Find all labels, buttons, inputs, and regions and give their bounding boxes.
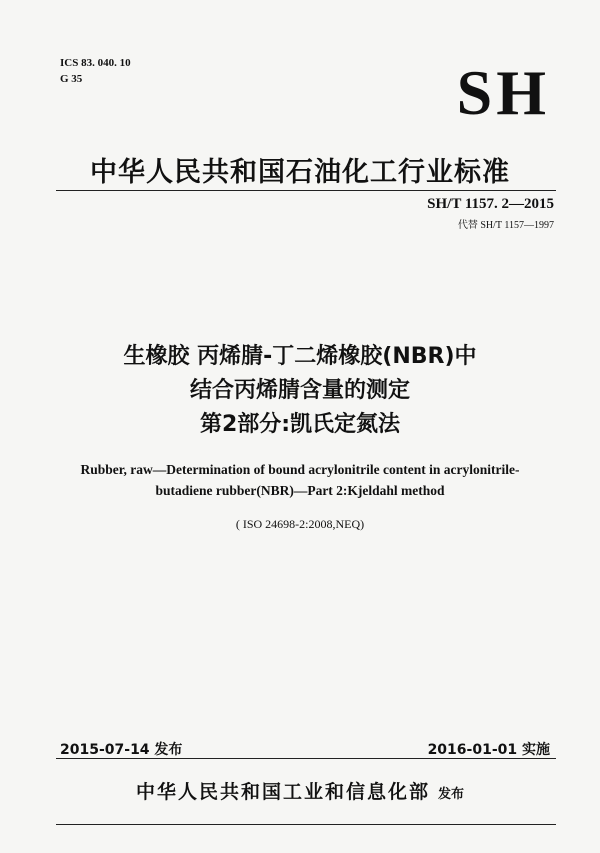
title-zh-line-3: 第2部分:凯氏定氮法: [199, 412, 401, 437]
footer-divider: [56, 824, 556, 825]
title-zh-line-1: 生橡胶 丙烯腈-丁二烯橡胶(NBR)中: [123, 344, 477, 369]
title-en-line-1: Rubber, raw—Determination of bound acrylonitrile content in acrylonitrile-: [80, 462, 520, 477]
classification-codes: [60, 55, 131, 87]
title-en-line-2: butadiene rubber(NBR)—Part 2:Kjeldahl method: [155, 483, 445, 498]
issuing-category-title: 中华人民共和国石油化工行业标准: [90, 157, 510, 188]
replaces-note: 代替 SH/T 1157—1997: [457, 220, 554, 231]
issuer-name: 中华人民共和国工业和信息化部: [135, 781, 430, 803]
publish-date: 2015-07-14 发布: [60, 742, 183, 758]
title-zh-line-2: 结合丙烯腈含量的测定: [189, 378, 410, 403]
implementation-date: 2016-01-01 实施: [427, 742, 550, 758]
top-divider: [56, 190, 556, 191]
bottom-divider: [56, 758, 556, 759]
issuer-suffix: 发布: [438, 787, 465, 802]
ics-code: ICS 83. 040. 10: [60, 57, 131, 69]
standard-number: SH/T 1157. 2—2015: [427, 196, 554, 212]
sh-logo: SH: [456, 57, 550, 128]
iso-adoption-note: ( ISO 24698-2:2008,NEQ): [235, 517, 365, 531]
ccs-code: G 35: [60, 73, 83, 85]
issuer-line: [0, 777, 600, 804]
